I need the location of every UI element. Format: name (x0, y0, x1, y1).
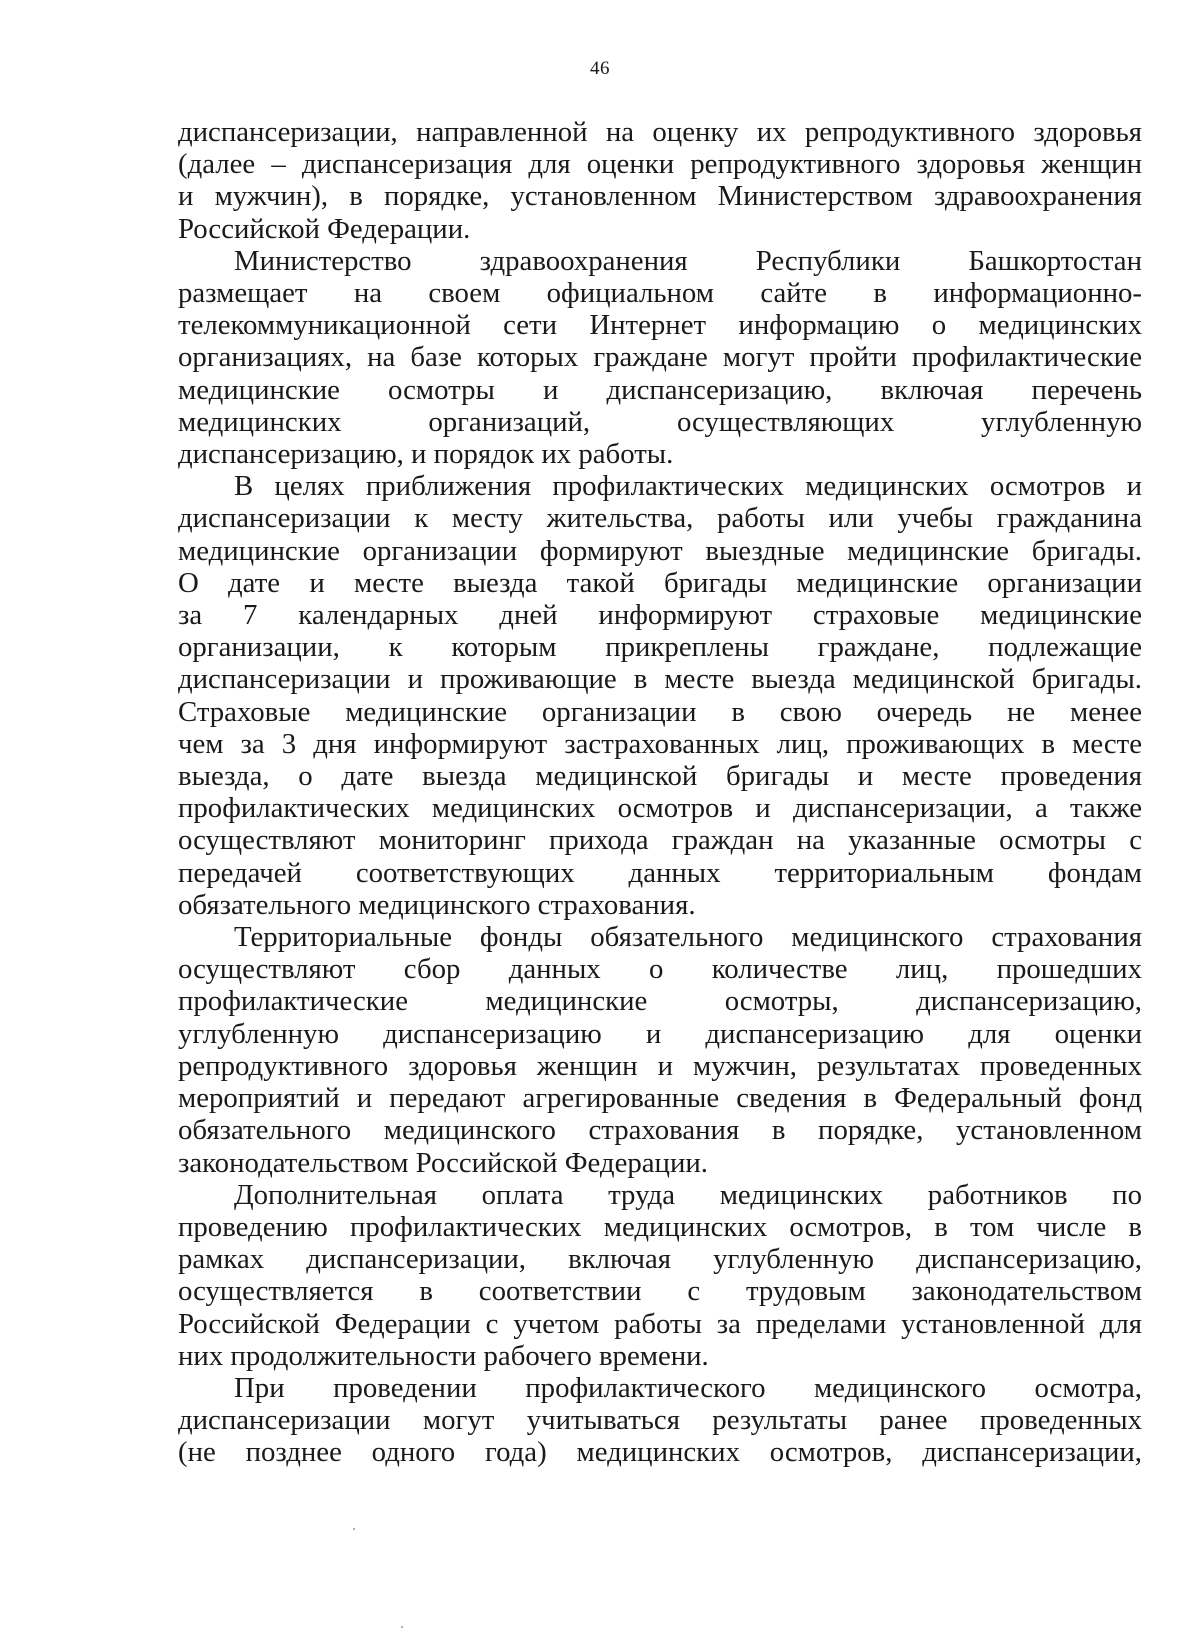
text-line: диспансеризацию, и порядок их работы. (178, 438, 674, 471)
text-line: профилактических медицинских осмотров и диспансеризации, а также (178, 792, 1142, 825)
text-line: диспансеризации могут учитываться результаты ранее проведенных (178, 1404, 1142, 1437)
text-line: диспансеризации к месту жительства, работы или учебы гражданина (178, 502, 1142, 535)
text-line: проведению профилактических медицинских осмотров, в том числе в (178, 1210, 1142, 1243)
text-line: обязательного медицинского страхования. (178, 888, 696, 921)
text-line: В целях приближения профилактических медицинских осмотров и (234, 470, 1142, 503)
text-line: рамках диспансеризации, включая углубленную диспансеризацию, (178, 1243, 1142, 1276)
text-line: законодательством Российской Федерации. (178, 1146, 708, 1179)
text-line: профилактические медицинские осмотры, диспансеризацию, (178, 985, 1142, 1018)
text-line: обязательного медицинского страхования в порядке, установленном (178, 1114, 1142, 1147)
scan-speck (401, 1626, 403, 1628)
paragraph-3 (178, 470, 1142, 921)
text-line: О дате и месте выезда такой бригады медицинские организации (178, 566, 1142, 599)
text-line: Российской Федерации с учетом работы за пределами установленной для (178, 1307, 1142, 1340)
text-line: и мужчин), в порядке, установленном Министерством здравоохранения (178, 180, 1142, 213)
text-line: медицинских организаций, осуществляющих углубленную (178, 405, 1142, 438)
paragraph-5 (178, 1179, 1142, 1372)
paragraph-6 (178, 1372, 1142, 1469)
text-line: осуществляется в соответствии с трудовым законодательством (178, 1275, 1142, 1308)
page-number: 46 (590, 58, 610, 79)
text-line: Страховые медицинские организации в свою очередь не менее (178, 695, 1142, 728)
text-line: углубленную диспансеризацию и диспансеризацию для оценки (178, 1017, 1142, 1050)
paragraph-1 (178, 116, 1142, 245)
text-line: Дополнительная оплата труда медицинских работников по (234, 1178, 1142, 1211)
text-line: за 7 календарных дней информируют страховые медицинские (178, 599, 1142, 632)
scan-speck (353, 1528, 355, 1530)
text-line: мероприятий и передают агрегированные сведения в Федеральный фонд (178, 1082, 1142, 1115)
paragraph-2 (178, 245, 1142, 470)
text-line: выезда, о дате выезда медицинской бригады и месте проведения (178, 760, 1142, 793)
text-line: них продолжительности рабочего времени. (178, 1339, 709, 1372)
text-line: организациях, на базе которых граждане могут пройти профилактические (178, 341, 1142, 374)
text-line: Министерство здравоохранения Республики Башкортостан (234, 244, 1142, 277)
text-line: осуществляют сбор данных о количестве лиц, прошедших (178, 953, 1142, 986)
text-line: репродуктивного здоровья женщин и мужчин, результатах проведенных (178, 1049, 1142, 1082)
text-line: чем за 3 дня информируют застрахованных лиц, проживающих в месте (178, 727, 1142, 760)
text-line: Российской Федерации. (178, 212, 471, 245)
text-line: диспансеризации и проживающие в месте выезда медицинской бригады. (178, 663, 1142, 696)
text-line: организации, к которым прикреплены граждане, подлежащие (178, 631, 1142, 664)
paragraph-4 (178, 921, 1142, 1179)
text-line: осуществляют мониторинг прихода граждан на указанные осмотры с (178, 824, 1142, 857)
text-line: телекоммуникационной сети Интернет информацию о медицинских (178, 309, 1142, 342)
text-line: медицинские осмотры и диспансеризацию, включая перечень (178, 373, 1142, 406)
document-body (178, 116, 1142, 1469)
text-line: передачей соответствующих данных территориальным фондам (178, 856, 1142, 889)
text-line: При проведении профилактического медицинского осмотра, (234, 1371, 1142, 1404)
text-line: Территориальные фонды обязательного медицинского страхования (234, 921, 1142, 954)
text-line: (не позднее одного года) медицинских осмотров, диспансеризации, (178, 1436, 1142, 1469)
text-line: медицинские организации формируют выездные медицинские бригады. (178, 534, 1142, 567)
text-line: размещает на своем официальном сайте в информационно- (178, 277, 1142, 310)
text-line: диспансеризации, направленной на оценку их репродуктивного здоровья (178, 116, 1142, 148)
text-line: (далее – диспансеризация для оценки репродуктивного здоровья женщин (178, 148, 1142, 181)
